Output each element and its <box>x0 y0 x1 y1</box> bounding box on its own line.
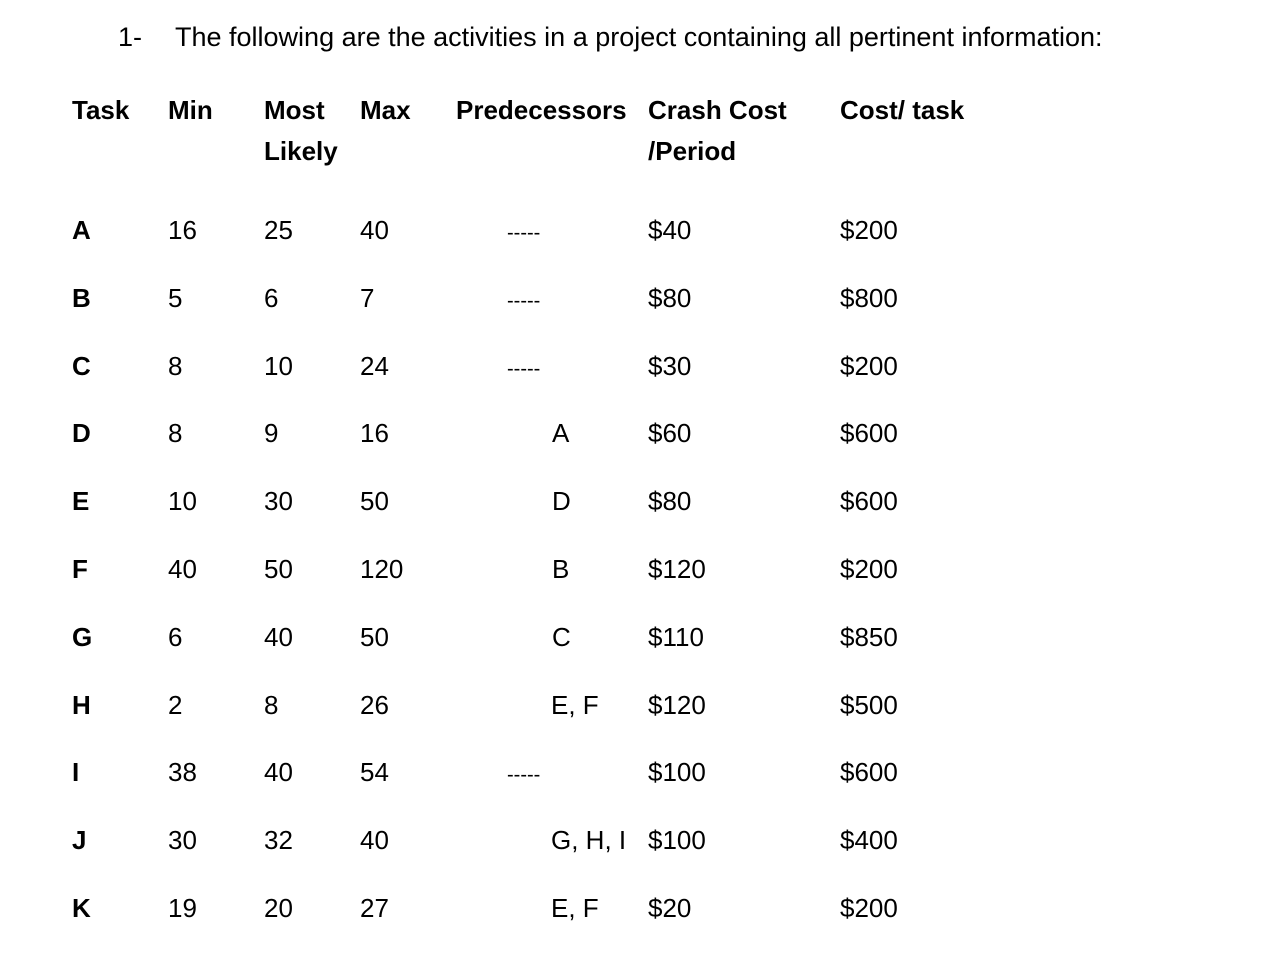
cell-task: F <box>72 554 88 584</box>
cell-max: 120 <box>360 554 404 584</box>
cell-max: 50 <box>360 621 389 652</box>
cell-predecessors: ----- <box>507 764 541 787</box>
cell-min: 8 <box>168 350 183 381</box>
header-line: Cost/ task <box>840 95 965 125</box>
cell-task: G <box>72 621 93 652</box>
cell-crash-cost: $100 <box>648 757 706 788</box>
cell-min: 38 <box>168 757 197 788</box>
cell-predecessors: B <box>552 554 570 584</box>
cell-predecessors: E, F <box>551 689 599 720</box>
cell-max: 16 <box>360 418 389 449</box>
cell-task: E <box>72 486 90 517</box>
cell-crash-cost: $20 <box>648 893 692 923</box>
problem-statement <box>118 22 1103 53</box>
cell-most-likely: 6 <box>264 282 279 313</box>
cell-cost-task: $600 <box>840 486 898 517</box>
header-min <box>168 90 213 131</box>
cell-cost-task: $600 <box>840 757 898 788</box>
cell-most-likely: 50 <box>264 554 293 584</box>
cell-cost-task: $600 <box>840 418 898 449</box>
cell-predecessors: ----- <box>507 222 541 244</box>
cell-crash-cost: $120 <box>648 554 706 584</box>
header-line: /Period <box>648 136 737 166</box>
cell-most-likely: 30 <box>264 486 293 517</box>
cell-max: 26 <box>360 689 389 720</box>
cell-predecessors: ----- <box>507 357 541 380</box>
cell-max: 40 <box>360 825 389 856</box>
problem-text: The following are the activities in a project containing all pertinent information: <box>175 22 1103 52</box>
cell-min: 8 <box>168 418 183 449</box>
cell-min: 19 <box>168 893 197 923</box>
cell-cost-task: $400 <box>840 825 898 856</box>
cell-predecessors: D <box>552 486 571 517</box>
cell-max: 24 <box>360 350 389 381</box>
cell-task: A <box>72 215 91 245</box>
cell-task: C <box>72 350 91 381</box>
cell-cost-task: $200 <box>840 554 898 584</box>
cell-predecessors: E, F <box>551 893 599 923</box>
header-line: Most <box>264 95 325 125</box>
header-most-likely <box>264 90 338 172</box>
cell-cost-task: $200 <box>840 215 898 245</box>
cell-crash-cost: $120 <box>648 689 706 720</box>
cell-crash-cost: $60 <box>648 418 692 449</box>
cell-max: 50 <box>360 486 389 517</box>
cell-crash-cost: $80 <box>648 282 692 313</box>
cell-min: 30 <box>168 825 197 856</box>
cell-task: D <box>72 418 91 449</box>
cell-most-likely: 40 <box>264 757 293 788</box>
cell-task: K <box>72 893 91 923</box>
cell-task: B <box>72 282 91 313</box>
header-line: Crash Cost <box>648 95 787 125</box>
cell-most-likely: 8 <box>264 689 279 720</box>
cell-most-likely: 9 <box>264 418 279 449</box>
cell-most-likely: 25 <box>264 215 293 245</box>
problem-number: 1- <box>118 22 143 52</box>
header-line: Max <box>360 95 411 125</box>
cell-cost-task: $200 <box>840 893 898 923</box>
cell-crash-cost: $100 <box>648 825 706 856</box>
header-cost-task <box>840 90 964 131</box>
cell-most-likely: 20 <box>264 893 293 923</box>
header-task <box>72 90 129 131</box>
cell-min: 2 <box>168 689 183 720</box>
cell-predecessors: A <box>552 418 570 449</box>
cell-task: I <box>72 757 80 788</box>
cell-most-likely: 32 <box>264 825 293 856</box>
cell-max: 27 <box>360 893 389 923</box>
cell-min: 16 <box>168 215 197 245</box>
header-predecessors <box>456 90 627 131</box>
header-crash-cost <box>648 90 787 172</box>
cell-cost-task: $200 <box>840 350 898 381</box>
cell-min: 40 <box>168 554 197 584</box>
cell-crash-cost: $110 <box>648 621 704 652</box>
cell-min: 10 <box>168 486 197 517</box>
cell-predecessors: C <box>552 621 571 652</box>
cell-min: 5 <box>168 282 183 313</box>
header-max <box>360 90 411 131</box>
header-line: Predecessors <box>456 95 627 125</box>
cell-predecessors: ----- <box>507 289 541 312</box>
cell-cost-task: $850 <box>840 621 898 652</box>
header-line: Likely <box>264 136 338 166</box>
header-line: Task <box>72 95 130 125</box>
cell-max: 40 <box>360 215 389 245</box>
header-line: Min <box>168 95 213 125</box>
cell-most-likely: 10 <box>264 350 293 381</box>
cell-cost-task: $800 <box>840 282 898 313</box>
cell-task: H <box>72 689 91 720</box>
cell-max: 7 <box>360 282 375 313</box>
cell-crash-cost: $40 <box>648 215 692 245</box>
cell-most-likely: 40 <box>264 621 293 652</box>
cell-task: J <box>72 825 87 856</box>
cell-min: 6 <box>168 621 183 652</box>
cell-predecessors: G, H, I <box>551 825 627 856</box>
cell-crash-cost: $80 <box>648 486 692 517</box>
cell-max: 54 <box>360 757 389 788</box>
cell-crash-cost: $30 <box>648 350 692 381</box>
cell-cost-task: $500 <box>840 689 898 720</box>
